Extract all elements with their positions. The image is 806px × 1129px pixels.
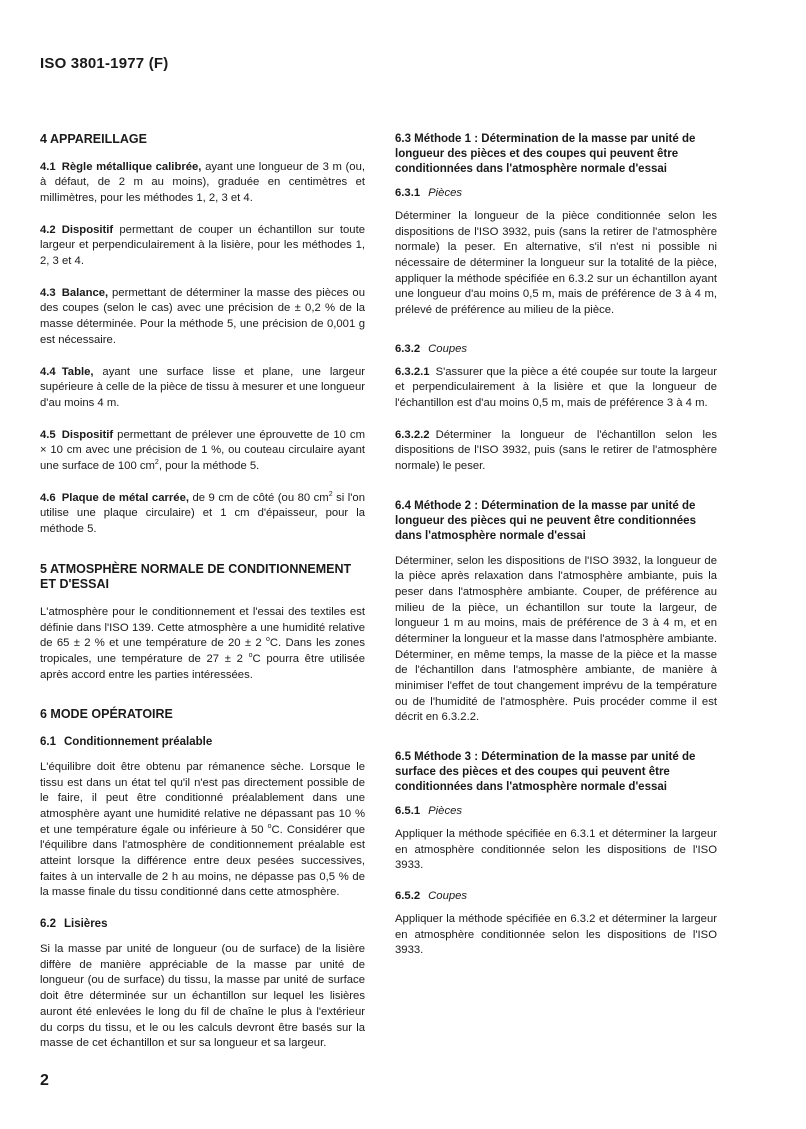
clause-text: S'assurer que la pièce a été coupée sur toute la largeur et perpendiculairement à la lisière et que la longueur de l'échantillon est d'au moins 0,5 m, mais de préférence 3 à 4 m. bbox=[395, 365, 717, 409]
left-column bbox=[40, 132, 365, 1052]
clause-4-4 bbox=[40, 365, 365, 412]
clause-number: 4.2 bbox=[40, 223, 56, 236]
section-4-title: 4 APPAREILLAGE bbox=[40, 132, 147, 146]
subsection-6-1-text bbox=[40, 760, 365, 901]
subsection-6-4-title: 6.4 Méthode 2 : Détermination de la masse par unité de longueur des pièces qui ne peuvent être conditionnées dans l'atmosphère normale d'essai bbox=[395, 499, 696, 542]
clause-number: 6.3.2.1 bbox=[395, 365, 430, 378]
superscript: 2 bbox=[154, 458, 159, 466]
clause-text: ayant une longueur de 3 m (ou, à défaut, de 2 m au moins), graduée en centimètres et millimètres, pour les méthodes 1, 2, 3 et 4. bbox=[40, 160, 365, 204]
clause-term: Dispositif bbox=[61, 223, 114, 236]
clause-text: , pour la méthode 5. bbox=[158, 459, 260, 472]
subsection-6-4-text: Déterminer, selon les dispositions de l'ISO 3932, la longueur de la pièce après relaxation dans l'atmosphère ambiante, puis la peser dans l'atmosphère ambiante. Couper, de préférence au milieu de la pièce, un échantillon sur toute la largeur, de longueur 1 m au moins, mais de préférence de 3 à 4 m, et en déterminer la longueur et la masse dans l'atmosphère ambiante. Déterminer, en même temps, la masse de la pièce et la masse de l'échantillon dans l'atmosphère ambiante, de manière à minimiser l'effet de tout changement imprévu de la température ou de l'humidité de l'atmosphère. Puis procéder comme il est décrit en 6.3.2.2. bbox=[395, 554, 717, 724]
subsection-6-3-1-text: Déterminer la longueur de la pièce conditionnée selon les dispositions de l'ISO 3932, puis (sans la retirer de l'atmosphère normale) la peser. En alternative, s'il n'est ni possible ni nécessaire de déterminer la longueur sur la totalité de la pièce, appliquer la méthode spécifiée en 6.3.2 sur un échantillon ayant une longueur d'au moins 0,5 m, mais de préférence de 3 à 4 m, prélevé de préférence au milieu de la pièce. bbox=[395, 209, 717, 316]
clause-text: permettant de couper un échantillon sur toute largeur et perpendiculairement à la lisière, pour les méthodes 1, 2, 3 et 4. bbox=[40, 223, 365, 268]
clause-number: 4.5 bbox=[40, 428, 56, 441]
clause-term: Règle métallique calibrée, bbox=[61, 160, 202, 173]
subsection-number: 6.3.2 bbox=[395, 342, 421, 355]
clause-4-5 bbox=[40, 428, 365, 475]
clause-4-3 bbox=[40, 286, 365, 349]
clause-number: 4.4 bbox=[40, 365, 56, 378]
clause-6-3-2-2 bbox=[395, 428, 717, 475]
clause-text: si l'on utilise une plaque circulaire) et 1 cm d'épaisseur, pour la méthode 5. bbox=[40, 491, 365, 535]
clause-number: 4.1 bbox=[40, 160, 56, 173]
subsection-number: 6.5.2 bbox=[395, 890, 421, 902]
document-header: ISO 3801-1977 (F) bbox=[40, 55, 169, 72]
clause-text: de 9 cm de côté (ou 80 cm bbox=[189, 491, 329, 504]
clause-number: 4.6 bbox=[40, 491, 56, 504]
subsection-number: 6.2 bbox=[40, 918, 56, 931]
clause-text: ayant une surface lisse et plane, une largeur supérieure à celle de la pièce de tissu à mesurer et une longueur d'au moins 4 m. bbox=[40, 365, 365, 409]
section-5-text bbox=[40, 605, 365, 683]
subsection-label: Lisières bbox=[64, 918, 108, 931]
subsection-6-5-title: 6.5 Méthode 3 : Détermination de la masse par unité de surface des pièces et des coupes qui peuvent être conditionnées dans l'atmosphère normale d'essai bbox=[395, 751, 696, 793]
clause-6-3-2-1 bbox=[395, 365, 717, 412]
clause-4-6 bbox=[40, 491, 365, 538]
subsection-6-2-title bbox=[40, 917, 365, 932]
subsection-6-3-title: 6.3 Méthode 1 : Détermination de la masse par unité de longueur des pièces et des coupes qui peuvent être conditionnées dans l'atmosphère normale d'essai bbox=[395, 133, 696, 175]
clause-number: 4.3 bbox=[40, 286, 56, 299]
clause-term: Balance, bbox=[61, 286, 109, 299]
subsection-6-5-1-title bbox=[395, 805, 717, 817]
subsection-label: Pièces bbox=[428, 804, 463, 817]
subsection-6-5-2-title bbox=[395, 890, 717, 902]
subsection-label: Pièces bbox=[428, 186, 463, 199]
subsection-label: Conditionnement préalable bbox=[64, 736, 213, 748]
page-number: 2 bbox=[40, 1072, 49, 1089]
subsection-6-3-2-title bbox=[395, 343, 717, 355]
clause-text: permettant de déterminer la masse des pièces ou des coupes (selon le cas) avec une précision de ± 0,2 % de la masse déterminée. Pour la méthode 5, une précision de 0,001 g est nécessaire. bbox=[40, 286, 365, 346]
subsection-6-1-title bbox=[40, 735, 365, 750]
clause-number: 6.3.2.2 bbox=[395, 428, 430, 441]
clause-term: Table, bbox=[61, 365, 94, 378]
clause-text: permettant de prélever une éprouvette de 10 cm × 10 cm avec une précision de 1 %, ou couteau circulaire ayant une surface de 100 cm bbox=[40, 428, 365, 472]
clause-term: Plaque de métal carrée, bbox=[61, 491, 189, 504]
clause-term: Dispositif bbox=[61, 428, 114, 441]
subsection-label: Coupes bbox=[428, 342, 468, 355]
subsection-6-2-text: Si la masse par unité de longueur (ou de surface) de la lisière diffère de manière appréciable de la masse par unité de longueur (ou de surface) du tissu, la masse par unité de surface doit être déterminée sur un échantillon sur lequel les lisières auront été enlevées le long du fil de chaîne le plus à l'extérieur du corps du tissu, et le ou les calculs devront être basés sur la masse de cet échantillon et sur sa longueur et sa largeur. bbox=[40, 943, 365, 1050]
section-6-title: 6 MODE OPÉRATOIRE bbox=[40, 707, 173, 722]
text-run: L'équilibre doit être obtenu par rémanence sèche. Lorsque le tissu est dans un état tel qu'il n'est pas directement possible de le faire, il peut être conditionné préalablement dans une atmosphère ayant une humidité relative ne dépassant pas 10 % et une température égale ou inférieure à 50 bbox=[40, 760, 365, 836]
clause-4-2 bbox=[40, 223, 365, 270]
subsection-number: 6.3.1 bbox=[395, 186, 421, 199]
degree-sign: o bbox=[267, 822, 272, 830]
subsection-label: Coupes bbox=[428, 890, 468, 902]
section-5-title: 5 ATMOSPHÈRE NORMALE DE CONDITIONNEMENT ET D'ESSAI bbox=[40, 561, 352, 592]
right-column bbox=[395, 132, 717, 959]
subsection-6-3-1-title bbox=[395, 187, 717, 199]
degree-sign: o bbox=[248, 652, 253, 659]
subsection-6-5-1-text: Appliquer la méthode spécifiée en 6.3.1 et déterminer la largeur en atmosphère conditionnée selon les dispositions de l'ISO 3933. bbox=[395, 827, 717, 872]
text-run: C. Considérer que l'équilibre dans l'atmosphère de conditionnement préalable est atteint lorsque la différence entre deux pesées successives, faites à un intervalle de 2 h au moins, ne dépasse pas 0,5 % de la masse finale du tissu conditionné dans cette atmosphère. bbox=[40, 823, 365, 899]
subsection-number: 6.5.1 bbox=[395, 804, 421, 817]
text-run: L'atmosphère pour le conditionnement et l'essai des textiles est définie dans l'ISO 139. Cette atmosphère a une humidité relative de 65 ± 2 % et une température de 20 ± 2 bbox=[40, 605, 365, 650]
clause-text: Déterminer la longueur de l'échantillon selon les dispositions de l'ISO 3932, puis (sans le retirer de l'atmosphère normale) le peser. bbox=[395, 428, 717, 473]
text-run: C. Dans les zones tropicales, une température de 27 ± 2 bbox=[40, 637, 365, 665]
superscript: 2 bbox=[328, 490, 333, 498]
clause-4-1 bbox=[40, 160, 365, 207]
subsection-6-5-2-text: Appliquer la méthode spécifiée en 6.3.2 et déterminer la largeur en atmosphère conditionnée selon les dispositions de l'ISO 3933. bbox=[395, 913, 717, 957]
degree-sign: o bbox=[265, 636, 270, 644]
subsection-number: 6.1 bbox=[40, 736, 56, 748]
text-run: C pourra être utilisée après accord entre les parties intéressées. bbox=[40, 653, 365, 681]
